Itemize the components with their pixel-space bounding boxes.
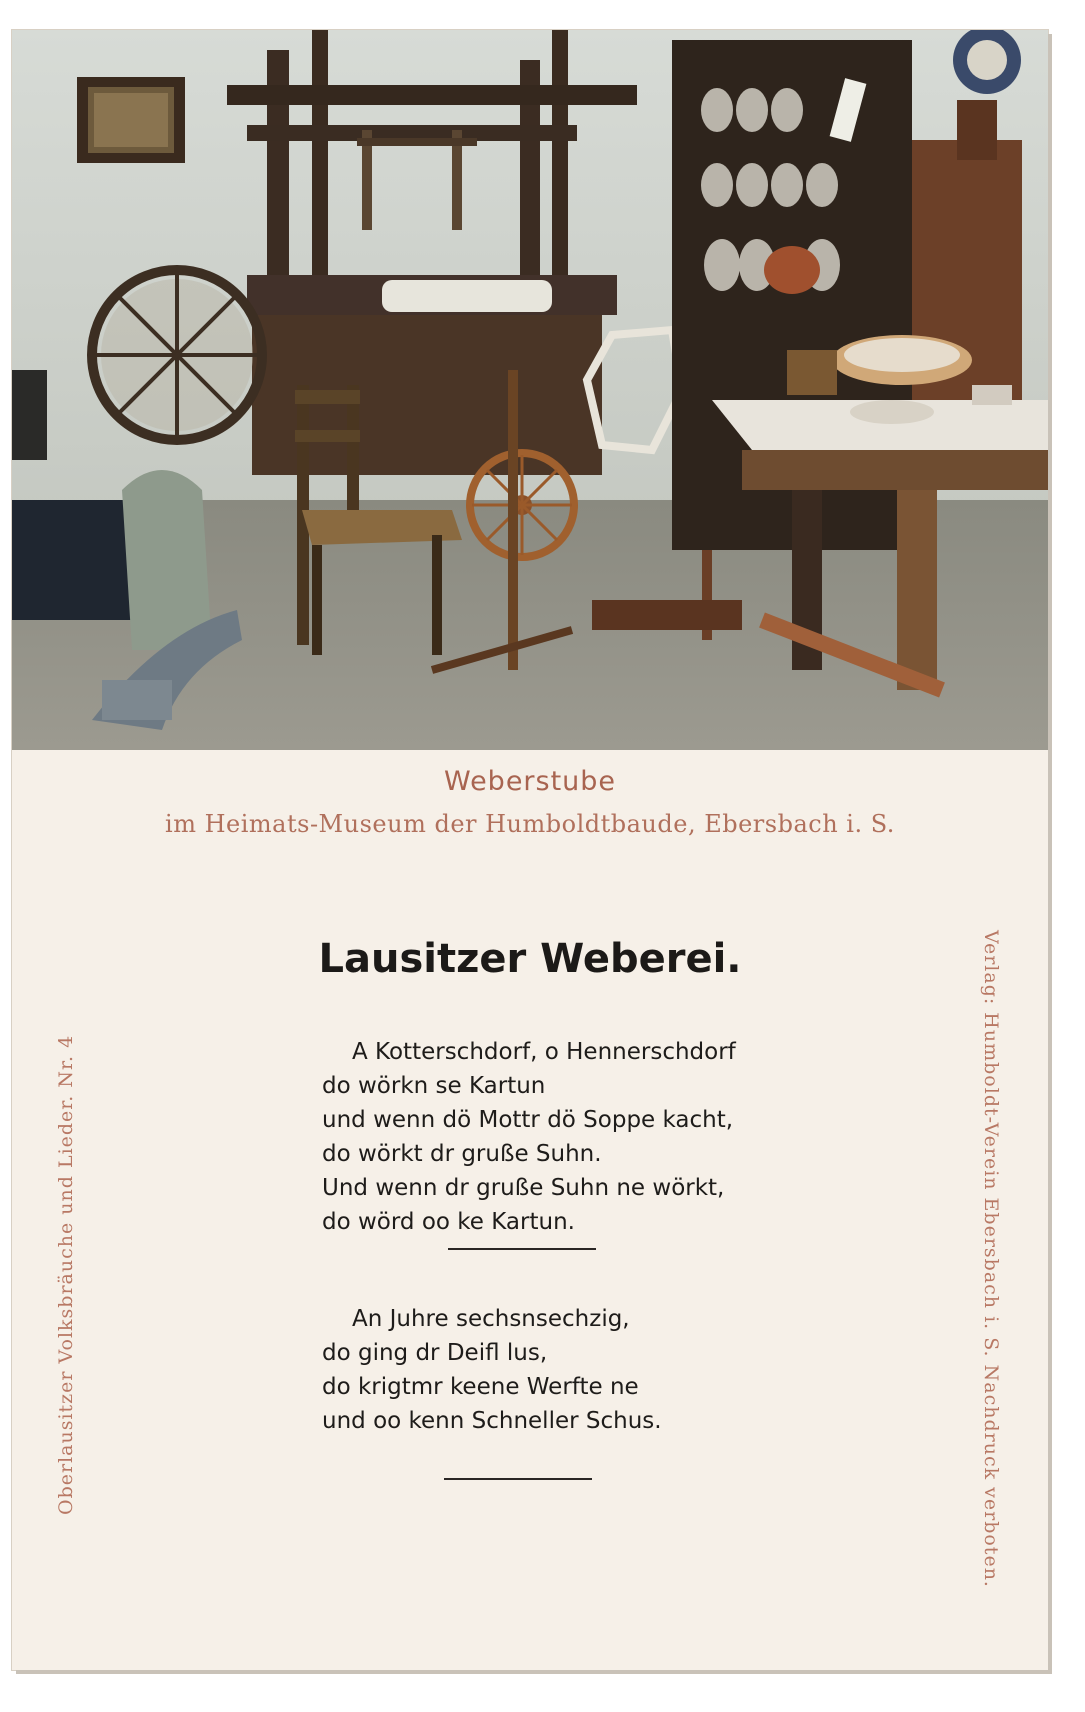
publisher-note: Verlag: Humboldt-Verein Ebersbach i. S. Nachdruck verboten. [980, 930, 1002, 1588]
poem-line: do ging dr Deifl lus, [322, 1340, 548, 1366]
end-divider [444, 1478, 592, 1480]
poem-line: do wörkt dr gruße Suhn. [322, 1141, 602, 1167]
poem-line: A Kotterschdorf, o Hennerschdorf [352, 1039, 736, 1065]
postcard [12, 30, 1048, 1670]
poem-title: Lausitzer Weberei. [318, 936, 742, 982]
poem-stanza-2 [322, 1302, 882, 1438]
poem-line: do wörd oo ke Kartun. [322, 1209, 575, 1235]
stanza-divider [448, 1248, 596, 1250]
poem-line: Und wenn dr gruße Suhn ne wörkt, [322, 1175, 725, 1201]
poem-line: do krigtmr keene Werfte ne [322, 1374, 639, 1400]
poem-line: und oo kenn Schneller Schus. [322, 1408, 662, 1434]
poem-line: und wenn dö Mottr dö Soppe kacht, [322, 1107, 734, 1133]
caption-subtitle: im Heimats-Museum der Humboldtbaude, Ebersbach i. S. [165, 810, 895, 838]
caption-title: Weberstube [443, 766, 617, 797]
weaving-room-photo [12, 30, 1048, 750]
poem-line: do wörkn se Kartun [322, 1073, 546, 1099]
poem-stanza-1 [322, 1035, 882, 1239]
poem-line: An Juhre sechsnsechzig, [352, 1306, 630, 1332]
series-note: Oberlausitzer Volksbräuche und Lieder. Nr. 4 [55, 1034, 77, 1515]
